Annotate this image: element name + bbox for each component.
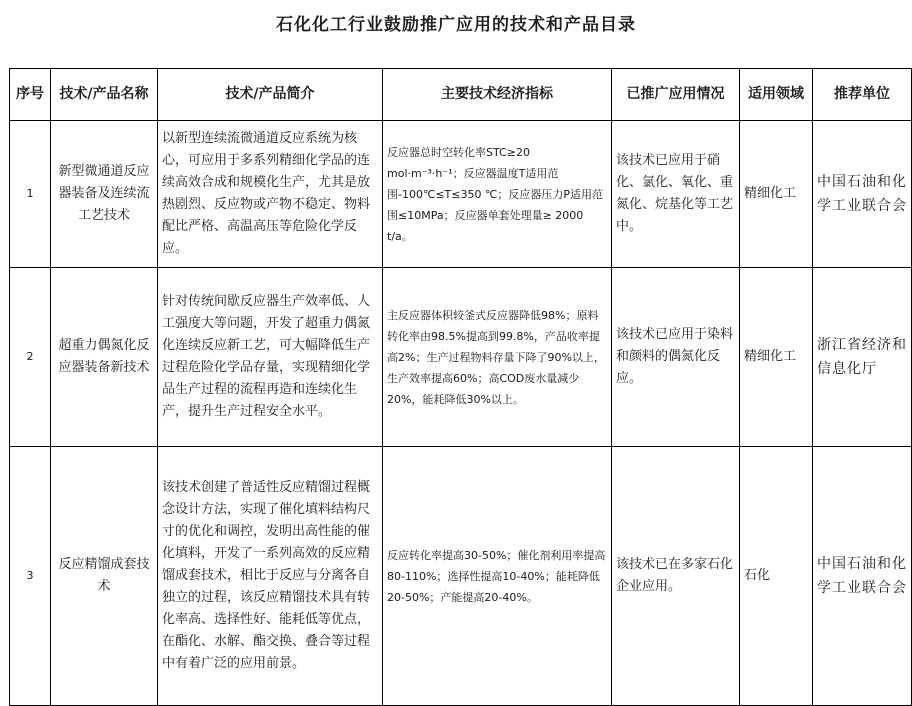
table-header-row — [10, 69, 912, 121]
cell-unit: 浙江省经济和信息化厅 — [813, 268, 912, 447]
cell-metrics: 主反应器体积较釜式反应器降低98%；原料转化率由98.5%提高到99.8%，产品收率提高2%；生产过程物料存量下降了90%以上，生产效率提高60%；高COD废水量减少20%，能耗降低30%以上。 — [383, 268, 612, 447]
cell-status: 该技术已在多家石化企业应用。 — [612, 447, 740, 706]
cell-metrics: 反应转化率提高30-50%；催化剂利用率提高80-110%；选择性提高10-40%；能耗降低20-50%；产能提高20-40%。 — [383, 447, 612, 706]
cell-name: 超重力偶氮化反应器装备新技术 — [51, 268, 158, 447]
header-name: 技术/产品名称 — [51, 69, 158, 121]
cell-intro: 该技术创建了普适性反应精馏过程概念设计方法，实现了催化填料结构尺寸的优化和调控，发明出高性能的催化填料，开发了一系列高效的反应精馏成套技术，相比于反应与分离各自独立的过程，该反应精馏技术具有转化率高、选择性好、能耗低等优点，在酯化、水解、酯交换、叠合等过程中有着广泛的应用前景。 — [158, 447, 383, 706]
cell-no: 2 — [10, 268, 51, 447]
header-no: 序号 — [10, 69, 51, 121]
cell-unit: 中国石油和化学工业联合会 — [813, 447, 912, 706]
cell-status: 该技术已应用于硝化、氯化、氧化、重氮化、烷基化等工艺中。 — [612, 121, 740, 268]
cell-no: 1 — [10, 121, 51, 268]
page-title: 石化化工行业鼓励推广应用的技术和产品目录 — [276, 15, 636, 35]
cell-unit: 中国石油和化学工业联合会 — [813, 121, 912, 268]
table-row — [10, 268, 912, 447]
header-field: 适用领域 — [740, 69, 813, 121]
technology-catalog-table — [9, 68, 912, 706]
cell-intro: 以新型连续流微通道反应系统为核心，可应用于多系列精细化学品的连续高效合成和规模化生产，尤其是放热剧烈、反应物或产物不稳定、物料配比严格、高温高压等危险化学反应。 — [158, 121, 383, 268]
cell-intro: 针对传统间歇反应器生产效率低、人工强度大等问题，开发了超重力偶氮化连续反应新工艺，可大幅降低生产过程危险化学品存量，实现精细化学品生产过程的流程再造和连续化生产，提升生产过程安全水平。 — [158, 268, 383, 447]
cell-name: 反应精馏成套技术 — [51, 447, 158, 706]
cell-no: 3 — [10, 447, 51, 706]
cell-field: 精细化工 — [740, 121, 813, 268]
table-row — [10, 447, 912, 706]
table-row — [10, 121, 912, 268]
header-intro: 技术/产品简介 — [158, 69, 383, 121]
header-status: 已推广应用情况 — [612, 69, 740, 121]
cell-field: 石化 — [740, 447, 813, 706]
cell-metrics: 反应器总时空转化率STC≥20 mol·m⁻³·h⁻¹；反应器温度T适用范围-100℃≤T≤350 ℃；反应器压力P适用范围≤10MPa；反应器单套处理量≥ 2000 t/a。 — [383, 121, 612, 268]
header-unit: 推荐单位 — [813, 69, 912, 121]
cell-name: 新型微通道反应器装备及连续流工艺技术 — [51, 121, 158, 268]
header-metrics: 主要技术经济指标 — [383, 69, 612, 121]
cell-status: 该技术已应用于染料和颜料的偶氮化反应。 — [612, 268, 740, 447]
cell-field: 精细化工 — [740, 268, 813, 447]
